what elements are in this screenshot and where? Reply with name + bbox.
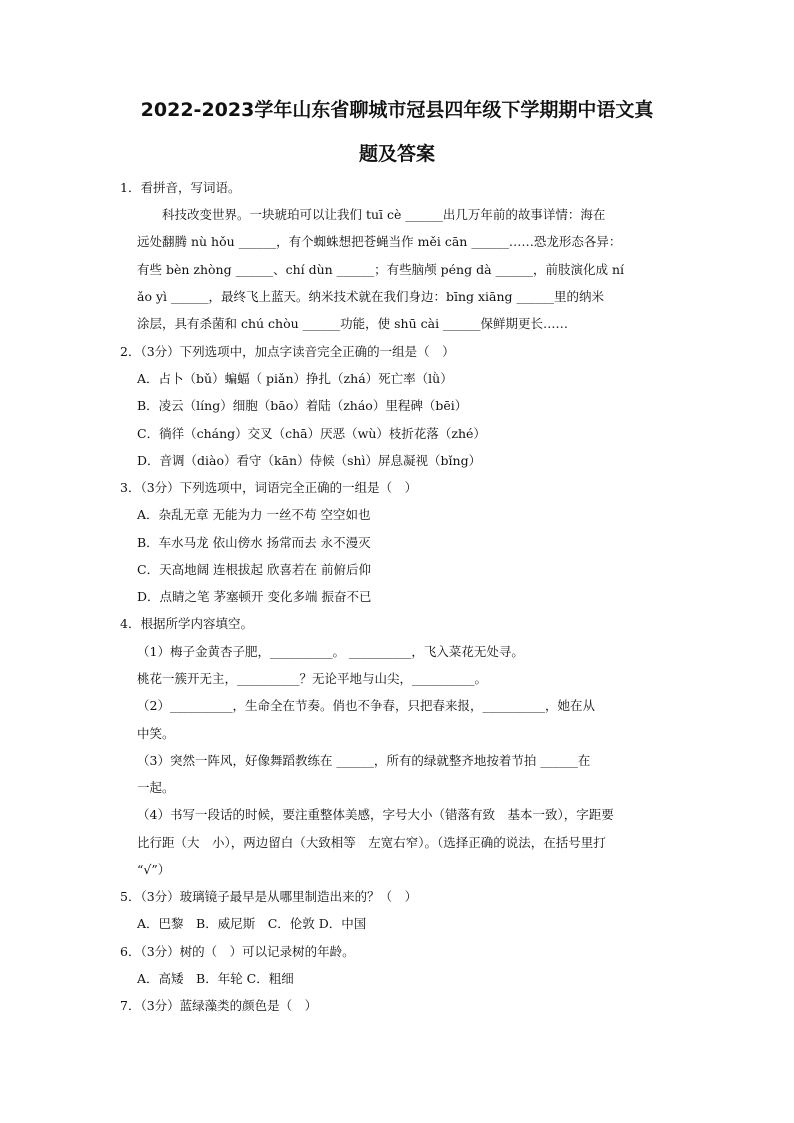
option-line: （4）书写一段话的时候，要注重整体美感，字号大小（错落有致 基本一致），字距要 <box>137 807 614 822</box>
option-line: A．高矮 B．年轮 C．粗细 <box>137 971 294 986</box>
document-title-line2: 题及答案 <box>358 143 435 165</box>
text-line: 有些 bèn zhòng ______、chí dùn ______；有些脑颅 péng dà ______，前肢演化成 ní <box>137 262 625 277</box>
text-line: 一起。 <box>137 780 175 795</box>
text-line: 比行距（大 小），两边留白（大致相等 左宽右窄）。（选择正确的说法，在括号里打 <box>137 835 606 850</box>
question-line: 6．（3分）树的（ ）可以记录树的年龄。 <box>120 944 355 959</box>
option-line: D．点睛之笔 茅塞顿开 变化多端 振奋不已 <box>137 589 372 604</box>
question-line: 2．（3分）下列选项中，加点字读音完全正确的一组是（ ） <box>120 344 455 359</box>
option-line: （3）突然一阵风，好像舞蹈教练在 ______，所有的绿就整齐地按着节拍 ______在 <box>137 753 591 768</box>
question-line: 5．（3分）玻璃镜子最早是从哪里制造出来的？（ ） <box>120 889 418 904</box>
text-line: 涂层，具有杀菌和 chú chòu ______功能，使 shū cài ______保鲜期更长…… <box>137 316 569 331</box>
text-line: 科技改变世界。一块琥珀可以让我们 tuī cè ______出几万年前的故事详情：海在 <box>162 207 606 222</box>
text-line: “√”） <box>137 862 171 877</box>
option-line: （1）梅子金黄杏子肥，__________。 __________，飞入菜花无处寻。 <box>137 644 524 659</box>
option-line: B．凌云（líng）细胞（bāo）着陆（zháo）里程碑（bēi） <box>137 398 468 413</box>
option-line: C．天高地阔 连根拔起 欣喜若在 前俯后仰 <box>137 562 371 577</box>
option-line: A．占卜（bǔ）蝙蝠（ piǎn）挣扎（zhá）死亡率（lǜ） <box>137 371 453 386</box>
text-line: ǎo yì ______，最终飞上蓝天。纳米技术就在我们身边：bīng xiāng ______里的纳米 <box>137 289 605 304</box>
option-line: A．杂乱无章 无能为力 一丝不苟 空空如也 <box>137 507 371 522</box>
option-line: A．巴黎 B．威尼斯 C．伦敦 D．中国 <box>137 916 367 931</box>
option-line: B．车水马龙 依山傍水 扬常而去 永不漫灭 <box>137 535 371 550</box>
question-line: 7．（3分）蓝绿藻类的颜色是（ ） <box>120 998 318 1013</box>
question-line: 1．看拼音，写词语。 <box>120 180 241 195</box>
text-line: 桃花一簇开无主，__________？无论平地与山尖，__________。 <box>137 671 488 686</box>
document-title-line1: 2022-2023学年山东省聊城市冠县四年级下学期期中语文真 <box>140 99 654 121</box>
option-line: （2）__________，生命全在节奏。俏也不争春，只把春来报，__________，她在从 <box>137 698 595 713</box>
question-line: 4．根据所学内容填空。 <box>120 616 253 631</box>
text-line: 远处翻腾 nù hǒu ______，有个蜘蛛想把苍蝇当作 měi cān ______……恐龙形态各异： <box>137 234 622 249</box>
option-line: D．音调（diào）看守（kān）侍候（shì）屏息凝视（bǐng） <box>137 453 482 468</box>
question-line: 3．（3分）下列选项中，词语完全正确的一组是（ ） <box>120 480 418 495</box>
text-line: 中笑。 <box>137 726 175 741</box>
option-line: C．徜徉（cháng）交叉（chā）厌恶（wù）枝折花落（zhé） <box>137 426 486 441</box>
